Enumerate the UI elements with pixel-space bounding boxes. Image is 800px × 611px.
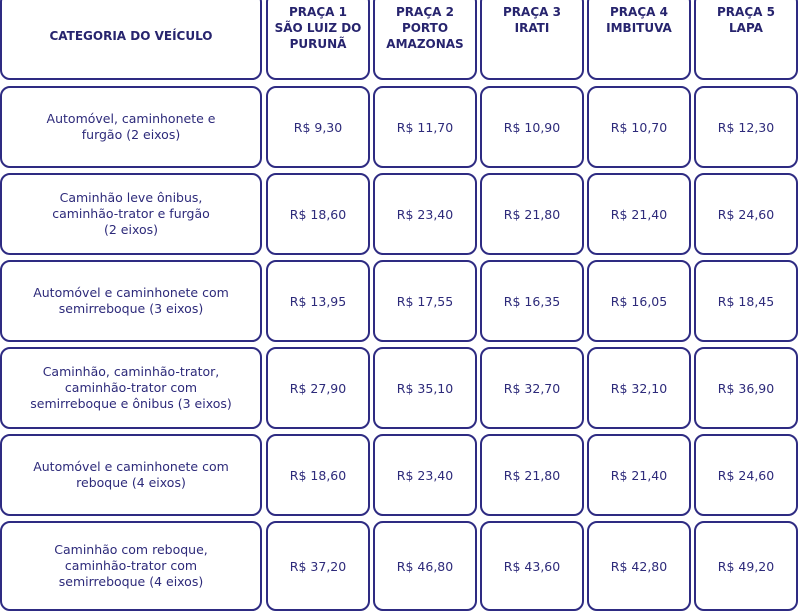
row-3-category-line: Automóvel e caminhonete com [33, 285, 229, 300]
plaza-1-line1: PRAÇA 1 [289, 5, 347, 19]
row-1-category-line: Automóvel, caminhonete e [46, 111, 216, 126]
table-row-3-category [0, 260, 262, 342]
header-plaza-3 [480, 0, 584, 80]
row-6-category-line: semirreboque (4 eixos) [58, 574, 204, 589]
row-2-price-plaza-1 [266, 173, 370, 255]
header-category-label: CATEGORIA DO VEÍCULO [49, 29, 213, 43]
row-6-price-plaza-5 [694, 521, 798, 611]
plaza-5-line2: LAPA [729, 21, 763, 35]
row-1-price-plaza-5 [694, 86, 798, 168]
header-plaza-5 [694, 0, 798, 80]
row-4-price-plaza-4 [587, 347, 691, 429]
row-4-category-line: caminhão-trator com [64, 380, 198, 395]
price-value: R$ 16,05 [610, 293, 668, 309]
table-row-4-category [0, 347, 262, 429]
price-value: R$ 21,40 [610, 206, 668, 222]
header-plaza-4 [587, 0, 691, 80]
row-5-price-plaza-4 [587, 434, 691, 516]
plaza-3-line2: IRATI [514, 21, 550, 35]
price-value: R$ 18,45 [717, 293, 775, 309]
row-2-category-line: Caminhão leve ônibus, [59, 190, 203, 205]
plaza-5-line1: PRAÇA 5 [717, 5, 775, 19]
price-value: R$ 18,60 [289, 206, 347, 222]
price-value: R$ 42,80 [610, 558, 668, 574]
row-2-price-plaza-5 [694, 173, 798, 255]
price-value: R$ 23,40 [396, 206, 454, 222]
row-1-price-plaza-3 [480, 86, 584, 168]
price-value: R$ 32,10 [610, 380, 668, 396]
price-value: R$ 24,60 [717, 467, 775, 483]
table-row-2-category [0, 173, 262, 255]
price-value: R$ 21,40 [610, 467, 668, 483]
price-value: R$ 36,90 [717, 380, 775, 396]
plaza-2-line2: PORTO [401, 21, 449, 35]
row-3-category-line: semirreboque (3 eixos) [58, 301, 204, 316]
price-value: R$ 32,70 [503, 380, 561, 396]
row-5-category-line: reboque (4 eixos) [76, 475, 186, 490]
row-1-price-plaza-2 [373, 86, 477, 168]
row-2-price-plaza-2 [373, 173, 477, 255]
row-4-price-plaza-5 [694, 347, 798, 429]
table-row-5-category [0, 434, 262, 516]
row-4-price-plaza-3 [480, 347, 584, 429]
price-value: R$ 21,80 [503, 467, 561, 483]
row-2-category-line: (2 eixos) [103, 222, 159, 237]
row-1-category-line: furgão (2 eixos) [81, 127, 181, 142]
row-5-price-plaza-5 [694, 434, 798, 516]
row-4-category-line: Caminhão, caminhão-trator, [42, 364, 220, 379]
row-6-category-line: caminhão-trator com [64, 558, 198, 573]
table-row-6-category [0, 521, 262, 611]
row-5-price-plaza-3 [480, 434, 584, 516]
row-1-price-plaza-1 [266, 86, 370, 168]
price-value: R$ 10,70 [610, 119, 668, 135]
row-2-price-plaza-4 [587, 173, 691, 255]
row-2-price-plaza-3 [480, 173, 584, 255]
plaza-1-line2: SÃO LUIZ DO [274, 21, 362, 35]
plaza-2-line1: PRAÇA 2 [396, 5, 454, 19]
price-value: R$ 27,90 [289, 380, 347, 396]
row-3-price-plaza-1 [266, 260, 370, 342]
table-row-1-category [0, 86, 262, 168]
header-plaza-2 [373, 0, 477, 80]
plaza-2-line3: AMAZONAS [386, 37, 464, 51]
row-3-price-plaza-2 [373, 260, 477, 342]
price-value: R$ 17,55 [396, 293, 454, 309]
price-value: R$ 24,60 [717, 206, 775, 222]
plaza-3-line1: PRAÇA 3 [503, 5, 561, 19]
price-value: R$ 23,40 [396, 467, 454, 483]
price-value: R$ 43,60 [503, 558, 561, 574]
row-4-price-plaza-1 [266, 347, 370, 429]
row-5-price-plaza-2 [373, 434, 477, 516]
row-6-category-line: Caminhão com reboque, [54, 542, 208, 557]
row-4-category-line: semirreboque e ônibus (3 eixos) [30, 396, 232, 411]
header-plaza-1 [266, 0, 370, 80]
row-2-category-line: caminhão-trator e furgão [52, 206, 210, 221]
plaza-4-line2: IMBITUVA [606, 21, 672, 35]
price-value: R$ 21,80 [503, 206, 561, 222]
price-value: R$ 11,70 [396, 119, 454, 135]
plaza-1-line3: PURUNÃ [289, 37, 347, 51]
row-4-price-plaza-2 [373, 347, 477, 429]
row-1-price-plaza-4 [587, 86, 691, 168]
row-3-price-plaza-3 [480, 260, 584, 342]
row-3-price-plaza-4 [587, 260, 691, 342]
row-6-price-plaza-2 [373, 521, 477, 611]
row-6-price-plaza-4 [587, 521, 691, 611]
row-3-price-plaza-5 [694, 260, 798, 342]
price-value: R$ 35,10 [396, 380, 454, 396]
price-value: R$ 12,30 [717, 119, 775, 135]
price-value: R$ 16,35 [503, 293, 561, 309]
row-6-price-plaza-1 [266, 521, 370, 611]
row-5-category-line: Automóvel e caminhonete com [33, 459, 229, 474]
price-value: R$ 18,60 [289, 467, 347, 483]
header-category [0, 0, 262, 80]
price-value: R$ 10,90 [503, 119, 561, 135]
row-5-price-plaza-1 [266, 434, 370, 516]
price-value: R$ 13,95 [289, 293, 347, 309]
price-value: R$ 49,20 [717, 558, 775, 574]
price-value: R$ 9,30 [293, 119, 343, 135]
row-6-price-plaza-3 [480, 521, 584, 611]
price-value: R$ 37,20 [289, 558, 347, 574]
price-value: R$ 46,80 [396, 558, 454, 574]
plaza-4-line1: PRAÇA 4 [610, 5, 668, 19]
